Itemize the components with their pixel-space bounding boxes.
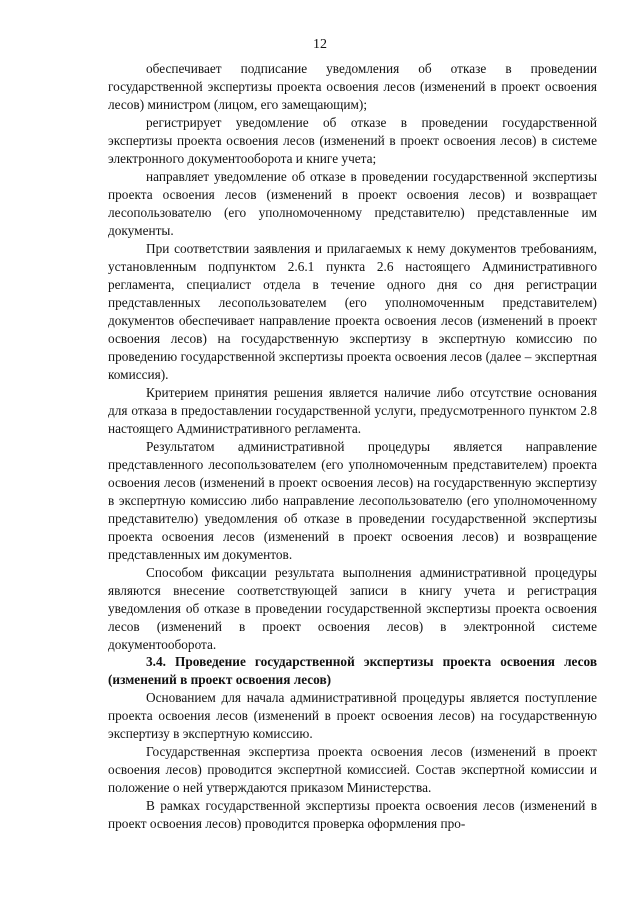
paragraph: При соответствии заявления и прилагаемых к нему документов требованиям, установленным подпунктом 2.6.1 пункта 2.6 настоящего Административного регламента, специалист отдела в течение одного дня со дня регистрации представленных лесопользователем (его уполномоченным представителем) документов обеспечивает направление проекта освоения лесов (изменений в проект освоения лесов) на государственную экспертизу в экспертную комиссию по проведению государственной экспертизы проекта освоения лесов (далее – экспертная комиссия). — [108, 240, 597, 382]
paragraph: Способом фиксации результата выполнения административной процедуры являются внесение соответствующей записи в книгу учета и регистрация уведомления об отказе в проведении государственной экспертизы проекта освоения лесов (изменений в проект освоения лесов) в электронной системе документооборота. — [108, 564, 597, 652]
document-body — [108, 60, 597, 833]
paragraph: В рамках государственной экспертизы проекта освоения лесов (изменений в проект освоения лесов) проводится проверка оформления про- — [108, 798, 597, 832]
section-heading: 3.4. Проведение государственной экспертизы проекта освоения лесов (изменений в проект освоения лесов) — [108, 654, 597, 688]
paragraph: обеспечивает подписание уведомления об отказе в проведении государственной экспертизы проекта освоения лесов (изменений в проект освоения лесов) министром (лицом, его замещающим); — [108, 61, 597, 112]
paragraph: Критерием принятия решения является наличие либо отсутствие основания для отказа в предоставлении государственной услуги, предусмотренного пунктом 2.8 настоящего Административного регламента. — [108, 384, 597, 436]
paragraph: регистрирует уведомление об отказе в проведении государственной экспертизы проекта освоения лесов (изменений в проект освоения лесов) в системе электронного документооборота и книге учета; — [108, 114, 597, 166]
paragraph: направляет уведомление об отказе в проведении государственной экспертизы проекта освоения лесов (изменений в проект освоения лесов) и возвращает лесопользователю (его уполномоченному представителю) представленные им документы. — [108, 168, 597, 238]
paragraph: Основанием для начала административной процедуры является поступление проекта освоения лесов (изменений в проект освоения лесов) на государственную экспертизу в экспертную комиссию. — [108, 690, 597, 742]
paragraph: Результатом административной процедуры является направление представленного лесопользователем (его уполномоченным представителем) проекта освоения лесов (изменений в проект освоения лесов) на государственную экспертизу в экспертную комиссию либо направление лесопользователю (его уполномоченному представителю) уведомления об отказе в проведении государственной экспертизы проекта освоения лесов (изменений в проект освоения лесов) и возвращение представленных им документов. — [108, 438, 597, 562]
paragraph: Государственная экспертиза проекта освоения лесов (изменений в проект освоения лесов) проводится экспертной комиссией. Состав экспертной комиссии и положение о ней утверждаются приказом Министерства. — [108, 744, 597, 796]
page-number: 12 — [313, 37, 327, 52]
